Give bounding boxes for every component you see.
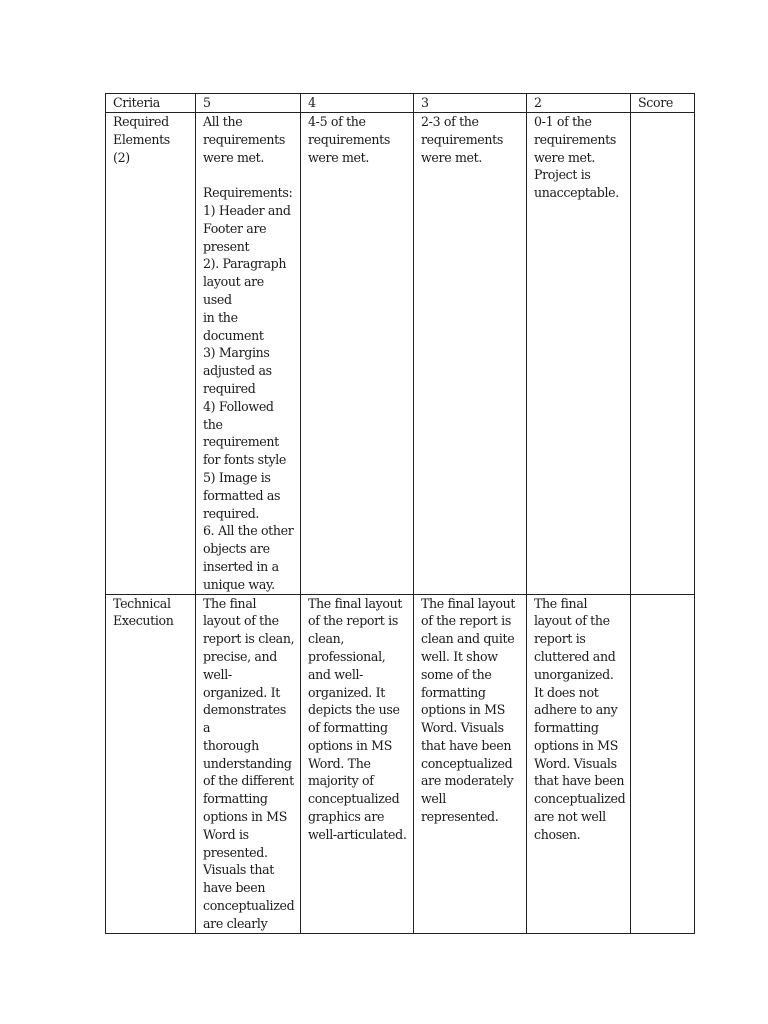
header-score: Score [631,94,695,113]
header-score-3: 3 [414,94,527,113]
level-5-cell: All the requirements were met. Requirements: 1) Header and Footer are present 2). Paragraph layout are used in the document 3) Margins adjusted as required 4) Followed the requirement for fonts style 5) Image is formatted as required. 6. All the other objects are inserted in a unique way. [196,113,301,595]
level-2-cell: The final layout of the report is cluttered and unorganized. It does not adhere to any formatting options in MS Word. Visuals that have been conceptualized are not well chosen. [527,594,631,933]
table-row-required-elements [106,113,695,595]
rubric-table [105,93,695,934]
table-row-technical-execution [106,594,695,933]
level-4-cell: The final layout of the report is clean, professional, and well- organized. It depicts the use of formatting options in MS Word. The majority of conceptualized graphics are well-articulated. [301,594,414,933]
score-cell [631,594,695,933]
level-5-cell: The final layout of the report is clean, precise, and well- organized. It demonstrates a thorough understanding of the different formatting options in MS Word is presented. Visuals that have been conceptualized are clearly [196,594,301,933]
header-score-4: 4 [301,94,414,113]
score-cell [631,113,695,595]
header-row [106,94,695,113]
header-criteria: Criteria [106,94,196,113]
level-4-cell: 4-5 of the requirements were met. [301,113,414,595]
level-2-cell: 0-1 of the requirements were met. Project is unacceptable. [527,113,631,595]
criteria-cell: Technical Execution [106,594,196,933]
criteria-cell: Required Elements (2) [106,113,196,595]
header-score-2: 2 [527,94,631,113]
level-3-cell: The final layout of the report is clean and quite well. It show some of the formatting options in MS Word. Visuals that have been conceptualized are moderately well represented. [414,594,527,933]
level-3-cell: 2-3 of the requirements were met. [414,113,527,595]
header-score-5: 5 [196,94,301,113]
